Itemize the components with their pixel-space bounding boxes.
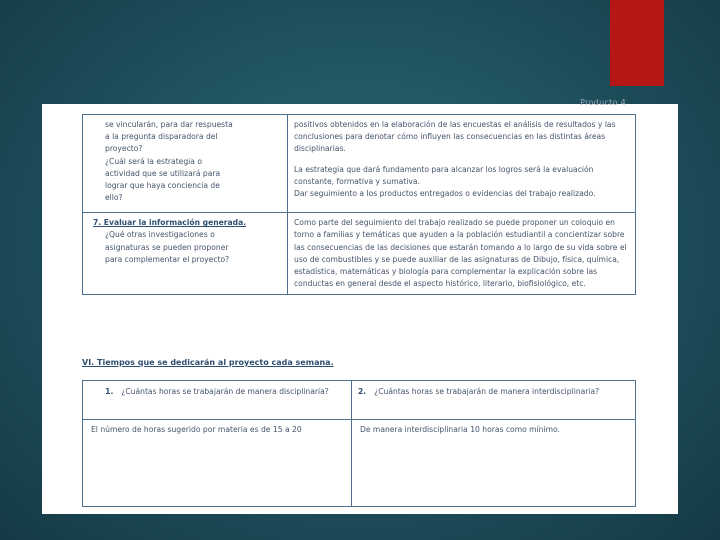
step-title: 7. Evaluar la información generada. [93,218,247,228]
question-line: actividad que se utilizará para [105,168,221,178]
answer-paragraph: Dar seguimiento a los productos entregados o evidencias del trabajo realizado. [294,189,596,199]
question-line: para complementar el proyecto? [105,254,230,264]
question-line: ¿Qué otras investigaciones o [105,230,215,240]
question-line: proyecto? [105,144,143,154]
question-line: a la pregunta disparadora del [105,132,218,142]
header-number: 1. [105,387,114,396]
table-row [83,420,636,507]
hours-table [82,380,636,507]
hours-interdisciplinary-cell: De manera interdisciplinaria 10 horas como mínimo. [352,420,636,507]
header-text: ¿Cuántas horas se trabajarán de manera interdisciplinaria? [374,387,600,396]
table-row [83,213,636,295]
table-row [83,115,636,213]
header-cell-interdisciplinary [352,381,636,420]
step-questions-cell [83,115,288,213]
step-answer-cell [288,213,636,295]
answer-paragraph: Como parte del seguimiento del trabajo realizado se puede proponer un coloquio en torno a familias y temáticas que ayuden a la población estudiantil a concientizar sobre las consecuencias de las decisiones que estarán tomando a lo largo de su vida sobre el uso de combustibles y se puede auxiliar de las asignaturas de Dibujo, física, química, estadística, matemáticas y biología para complementar la explicación sobre las conductas en general desde el aspecto histórico, literario, biofisiológico, etc. [294,218,627,289]
hours-disciplinary-cell: El número de horas sugerido por materia es de 15 a 20 [83,420,352,507]
header-text: ¿Cuántas horas se trabajarán de manera disciplinaria? [121,387,329,396]
red-accent-tab [610,0,664,86]
header-cell-disciplinary [83,381,352,420]
document-page [42,98,678,514]
step-questions-cell [83,213,288,295]
project-steps-table [82,114,636,295]
question-line: lograr que haya conciencia de [105,181,220,191]
step-answer-cell [288,115,636,213]
section-title: VI. Tiempos que se dedicarán al proyecto cada semana. [82,358,334,367]
question-line: ¿Cuál será la estrategia o [105,156,202,166]
question-line: ello? [105,193,123,203]
answer-paragraph: La estrategia que dará fundamento para alcanzar los logros será la evaluación constante, formativa y sumativa. [294,164,594,186]
table-header-row [83,381,636,420]
header-number: 2. [358,387,367,396]
header-note: Producto 4 [580,98,626,107]
question-line: asignaturas se pueden proponer [105,242,229,252]
answer-paragraph: positivos obtenidos en la elaboración de las encuestas el análisis de resultados y las conclusiones para denotar cómo influyen las consecuencias en las distintas áreas disciplinarias. [294,120,616,154]
question-line: se vincularán, para dar respuesta [105,120,233,129]
